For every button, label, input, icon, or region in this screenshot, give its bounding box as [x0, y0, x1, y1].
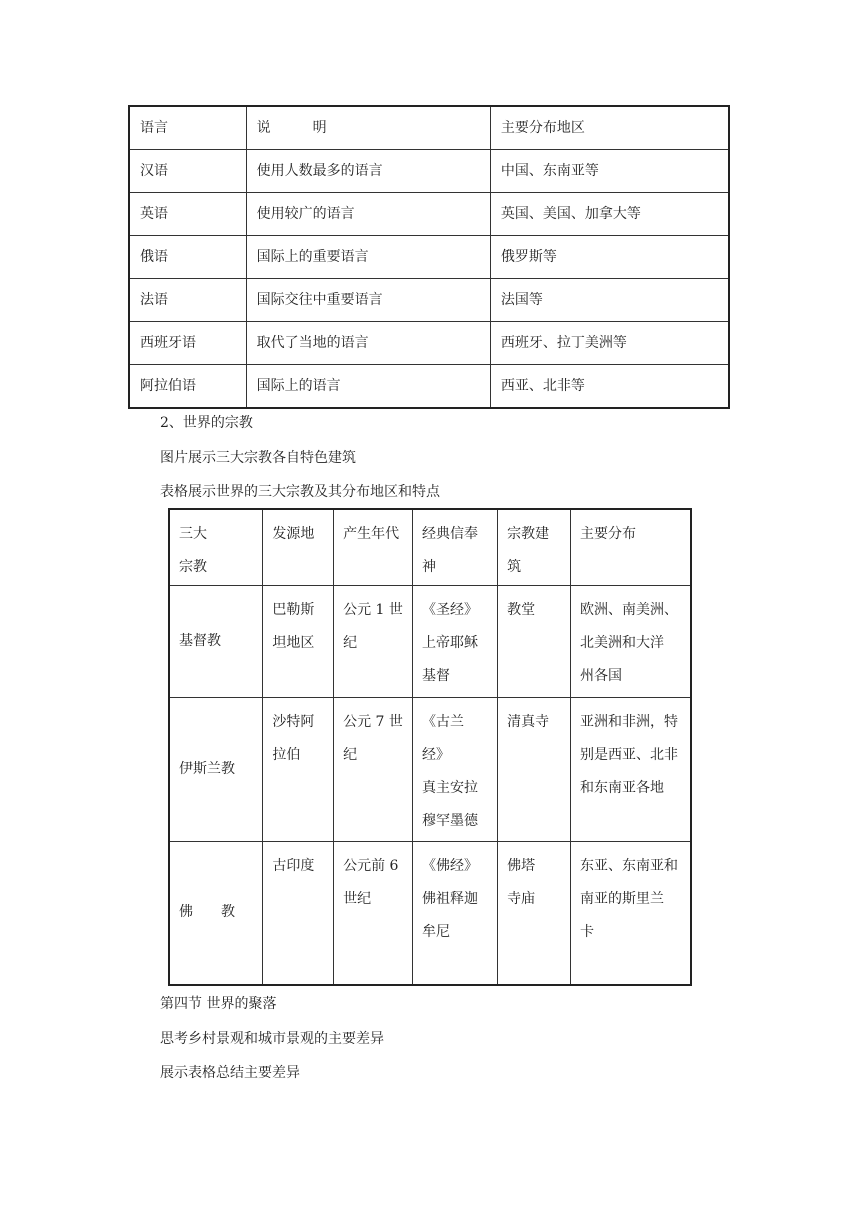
scripture-cell: [413, 697, 498, 841]
religion-name: 伊斯兰教: [179, 760, 235, 777]
table-cell: 使用人数最多的语言: [246, 150, 490, 193]
header-text: 主要分布: [579, 526, 636, 542]
distribution-cell: [570, 841, 691, 985]
table-row: [129, 322, 729, 365]
religion-table: [168, 508, 692, 986]
language-table: [128, 105, 730, 409]
table-row: [129, 365, 729, 409]
table-cell: 阿拉伯语: [129, 365, 246, 409]
table-cell: 国际上的重要语言: [246, 236, 490, 279]
distribution-cell: [570, 585, 691, 697]
table-cell: 西班牙、拉丁美洲等: [490, 322, 729, 365]
table-row: [129, 193, 729, 236]
era-text: 公元 1 世 纪: [343, 601, 403, 651]
religion-name-cell: [169, 585, 263, 697]
origin-cell: [263, 697, 334, 841]
architecture-cell: [498, 585, 571, 697]
paragraph: 思考乡村景观和城市景观的主要差异: [160, 1031, 384, 1047]
architecture-text: 教堂: [507, 601, 536, 618]
header-text: 宗教建 筑: [507, 526, 550, 575]
era-cell: [334, 841, 413, 985]
header-cell: [498, 509, 571, 585]
architecture-cell: [498, 841, 571, 985]
distribution-text: 东亚、东南亚和 南亚的斯里兰 卡: [579, 857, 678, 940]
header-cell: [413, 509, 498, 585]
religion-name-cell: [169, 841, 263, 985]
era-cell: [334, 585, 413, 697]
table-row: [169, 697, 691, 841]
origin-text: 巴勒斯 坦地区: [272, 601, 315, 651]
header-cell: 说 明: [246, 106, 490, 150]
table-row: [129, 279, 729, 322]
table-cell: 国际上的语言: [246, 365, 490, 409]
distribution-text: 欧洲、南美洲、 北美洲和大洋 州各国: [579, 601, 678, 684]
table-cell: 取代了当地的语言: [246, 322, 490, 365]
distribution-text: 亚洲和非洲，特 别是西亚、北非 和东南亚各地: [579, 713, 678, 796]
architecture-text: 清真寺: [507, 713, 550, 730]
table-cell: 俄语: [129, 236, 246, 279]
table-row: [129, 150, 729, 193]
paragraph: 图片展示三大宗教各自特色建筑: [160, 450, 356, 466]
table-header-row: [169, 509, 691, 585]
era-cell: [334, 697, 413, 841]
header-text: 经典信奉 神: [422, 526, 479, 575]
scripture-cell: [413, 841, 498, 985]
header-text: 三大 宗教: [179, 526, 207, 575]
table-cell: 西班牙语: [129, 322, 246, 365]
table-row: [129, 236, 729, 279]
scripture-text: 《圣经》 上帝耶稣 基督: [422, 601, 479, 684]
distribution-cell: [570, 697, 691, 841]
paragraph: 展示表格总结主要差异: [160, 1065, 300, 1081]
table-cell: 使用较广的语言: [246, 193, 490, 236]
era-text: 公元前 6 世纪: [343, 857, 399, 907]
architecture-cell: [498, 697, 571, 841]
architecture-text: 佛塔 寺庙: [507, 857, 536, 907]
religion-name-cell: [169, 697, 263, 841]
origin-text: 沙特阿 拉伯: [272, 713, 315, 763]
table-cell: 中国、东南亚等: [490, 150, 729, 193]
scripture-text: 《古兰经》 真主安拉 穆罕墨德: [422, 713, 479, 829]
table-cell: 西亚、北非等: [490, 365, 729, 409]
section-heading: 第四节 世界的聚落: [160, 996, 277, 1012]
origin-cell: [263, 585, 334, 697]
table-cell: 国际交往中重要语言: [246, 279, 490, 322]
header-cell: [169, 509, 263, 585]
religion-heading: 2、世界的宗教: [160, 415, 253, 431]
header-cell: [263, 509, 334, 585]
header-cell: [570, 509, 691, 585]
header-text: 产生年代: [343, 526, 400, 542]
origin-text: 古印度: [272, 857, 315, 874]
table-row: [169, 841, 691, 985]
table-cell: 英语: [129, 193, 246, 236]
scripture-text: 《佛经》 佛祖释迦 牟尼: [422, 857, 479, 940]
era-text: 公元 7 世 纪: [343, 713, 403, 763]
religion-name: 佛 教: [179, 904, 235, 921]
table-cell: 英国、美国、加拿大等: [490, 193, 729, 236]
table-cell: 法语: [129, 279, 246, 322]
header-text: 发源地: [272, 526, 315, 542]
header-cell: 语言: [129, 106, 246, 150]
table-cell: 汉语: [129, 150, 246, 193]
table-cell: 法国等: [490, 279, 729, 322]
header-cell: [334, 509, 413, 585]
origin-cell: [263, 841, 334, 985]
scripture-cell: [413, 585, 498, 697]
table-row: [169, 585, 691, 697]
table-header-row: [129, 106, 729, 150]
paragraph: 表格展示世界的三大宗教及其分布地区和特点: [160, 484, 440, 500]
religion-name: 基督教: [179, 632, 221, 649]
table-cell: 俄罗斯等: [490, 236, 729, 279]
header-cell: 主要分布地区: [490, 106, 729, 150]
